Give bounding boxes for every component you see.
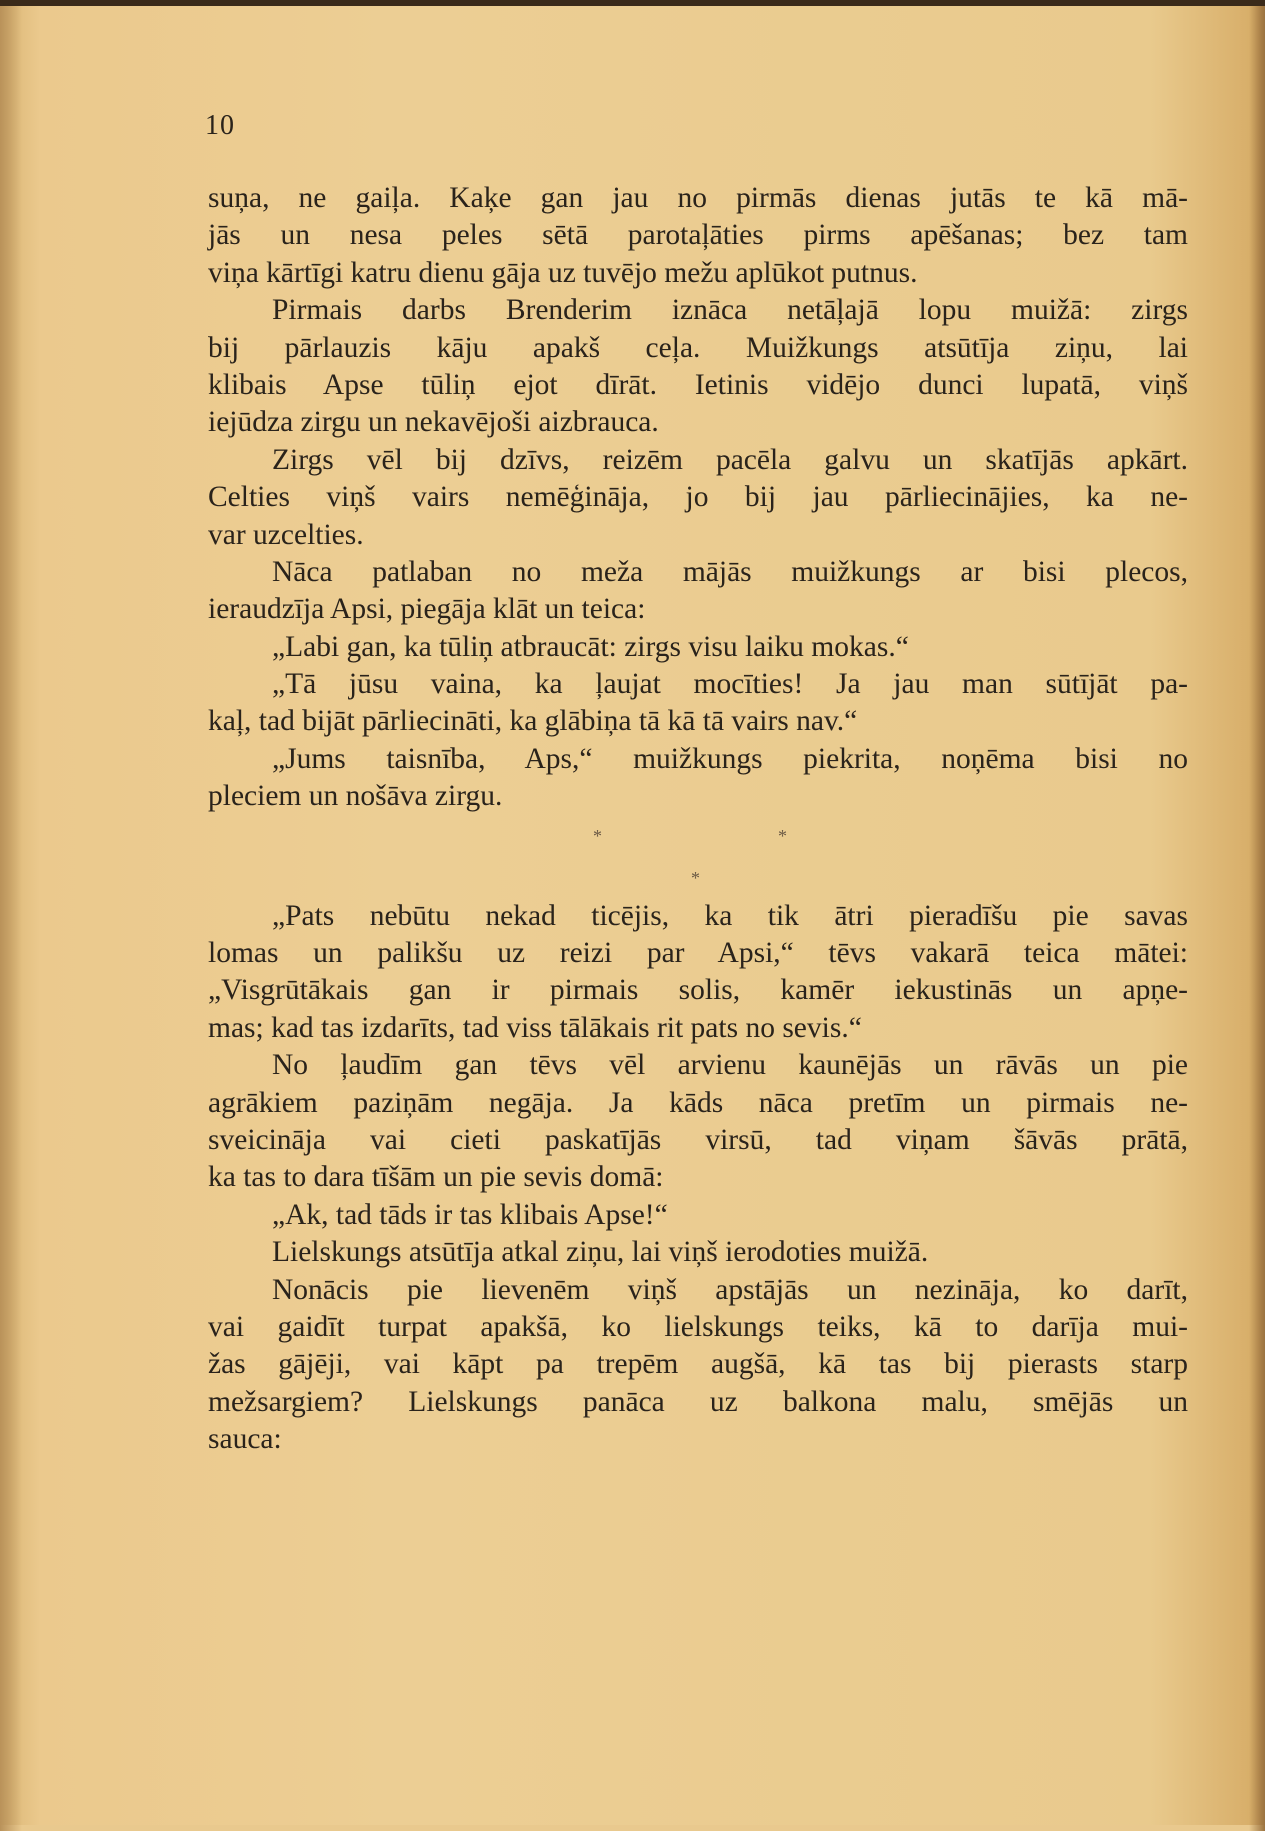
text-line: Zirgs vēl bij dzīvs, reizēm pacēla galvu un skatījās apkārt. <box>272 443 1188 476</box>
text-line: suņa, ne gaiļa. Kaķe gan jau no pirmās dienas jutās te kā mā- <box>208 182 1188 214</box>
text-line: „Ak, tad tāds ir tas klibais Apse!“ <box>272 1198 668 1231</box>
text-line: mežsargiem? Lielskungs panāca uz balkona malu, smējās un <box>208 1385 1188 1418</box>
text-line: žas gājēji, vai kāpt pa trepēm augšā, kā tas bij pierasts starp <box>208 1348 1188 1381</box>
text-line: lomas un palikšu uz reizi par Apsi,“ tēvs vakarā teica mātei: <box>208 937 1188 970</box>
text-line: sveicināja vai cieti paskatījās virsū, tad viņam šāvās prātā, <box>208 1123 1188 1156</box>
text-line: agrākiem paziņām negāja. Ja kāds nāca pretīm un pirmais ne- <box>208 1086 1188 1119</box>
text-line: Lielskungs atsūtīja atkal ziņu, lai viņš ierodoties muižā. <box>272 1236 929 1269</box>
text-line: Pirmais darbs Brenderim iznāca netāļajā lopu muižā: zirgs <box>272 294 1188 327</box>
text-line: iejūdza zirgu un nekavējoši aizbrauca. <box>208 406 659 439</box>
page-right-shadow <box>1249 6 1265 1831</box>
text-line: „Tā jūsu vaina, ka ļaujat mocīties! Ja jau man sūtījāt pa- <box>272 668 1188 701</box>
text-line: Celties viņš vairs nemēģināja, jo bij jau pārliecinājies, ka ne- <box>208 481 1188 514</box>
text-line: „Pats nebūtu nekad ticējis, ka tik ātri pieradīšu pie savas <box>272 899 1188 932</box>
text-line: kaļ, tad bijāt pārliecināti, ka glābiņa tā kā tā vairs nav.“ <box>208 705 858 738</box>
text-line: pleciem un nošāva zirgu. <box>208 780 503 813</box>
text-section-1 <box>208 180 1188 816</box>
text-line: jās un nesa peles sētā parotaļāties pirms apēšanas; bez tam <box>208 219 1188 252</box>
text-line: viņa kārtīgi katru dienu gāja uz tuvējo mežu aplūkot putnus. <box>208 256 918 289</box>
body-text <box>208 180 1188 1459</box>
asterisk-center: * <box>691 867 700 888</box>
text-line: sauca: <box>208 1423 282 1456</box>
text-section-2 <box>208 898 1188 1459</box>
text-line: „Visgrūtākais gan ir pirmais solis, kamēr iekustinās un apņe- <box>208 974 1188 1007</box>
page-left-shadow <box>0 6 22 1831</box>
text-line: vai gaidīt turpat apakšā, ko lielskungs teiks, kā to darīja mui- <box>208 1310 1188 1343</box>
section-divider <box>208 816 1188 898</box>
asterisk-right: * <box>778 825 787 846</box>
asterisk-left: * <box>593 825 602 846</box>
text-line: „Jums taisnība, Aps,“ muižkungs piekrita, noņēma bisi no <box>272 742 1188 775</box>
text-line: bij pārlauzis kāju apakš ceļa. Muižkungs atsūtīja ziņu, lai <box>208 331 1188 364</box>
text-line: mas; kad tas izdarīts, tad viss tālākais rit pats no sevis.“ <box>208 1011 862 1044</box>
text-line: Nonācis pie lievenēm viņš apstājās un nezināja, ko darīt, <box>272 1273 1188 1306</box>
text-line: No ļaudīm gan tēvs vēl arvienu kaunējās un rāvās un pie <box>272 1049 1188 1082</box>
text-line: ieraudzīja Apsi, piegāja klāt un teica: <box>208 593 646 626</box>
text-line: klibais Apse tūliņ ejot dīrāt. Ietinis vidējo dunci lupatā, viņš <box>208 368 1188 401</box>
text-line: „Labi gan, ka tūliņ atbraucāt: zirgs visu laiku mokas.“ <box>272 630 909 663</box>
text-line: ka tas to dara tīšām un pie sevis domā: <box>208 1161 664 1194</box>
text-line: Nāca patlaban no meža mājās muižkungs ar bisi plecos, <box>272 555 1188 588</box>
text-line: var uzcelties. <box>208 518 364 551</box>
page-number: 10 <box>205 110 235 141</box>
